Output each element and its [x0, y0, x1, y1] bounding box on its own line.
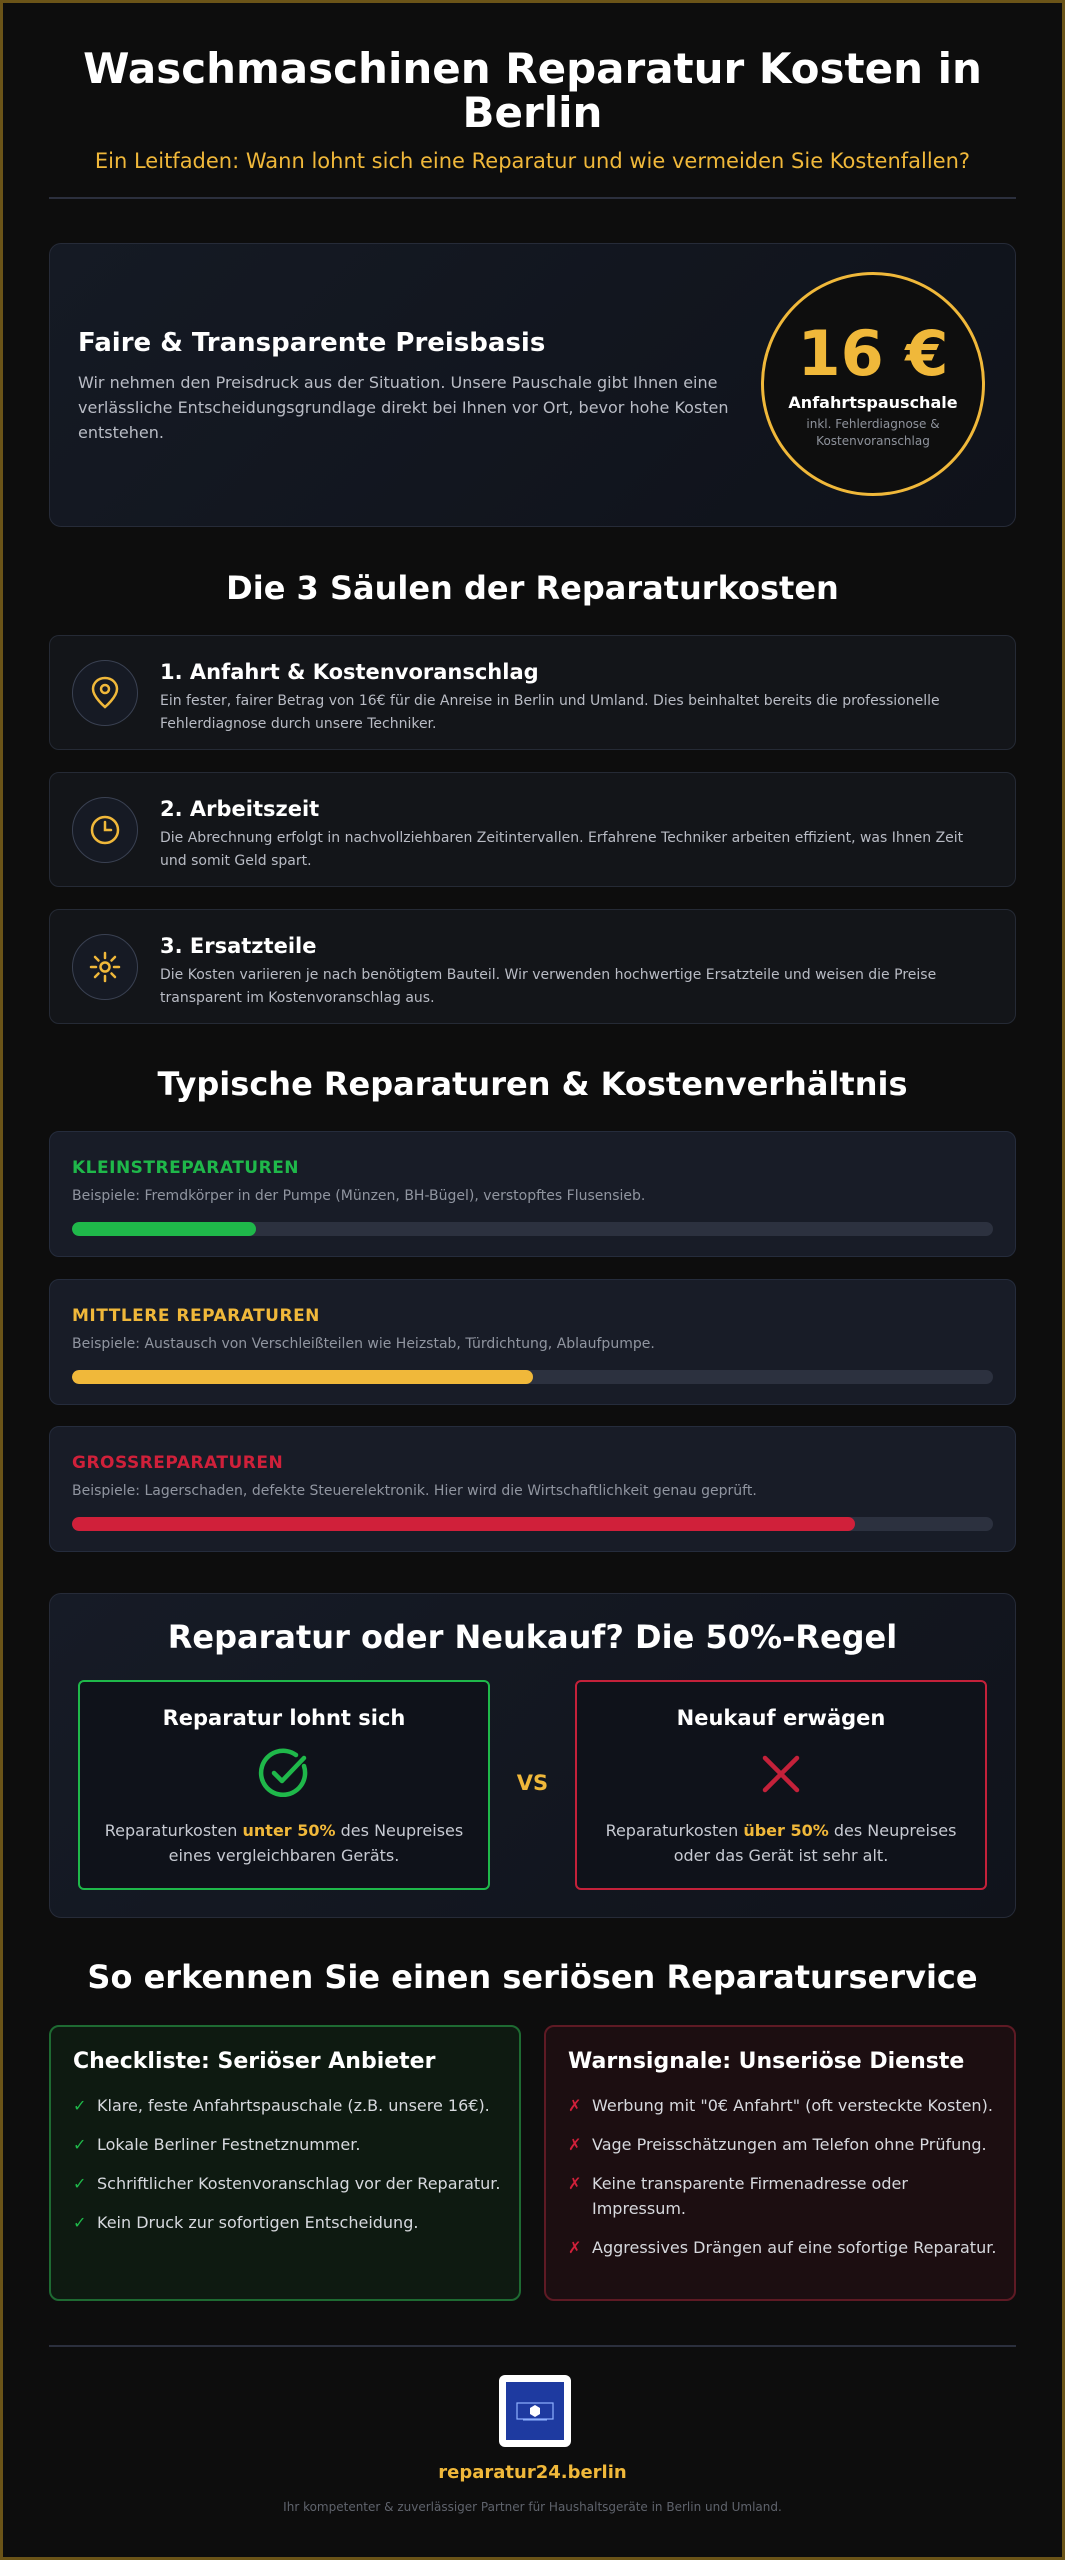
check-icon: ✓: [73, 2174, 87, 2193]
repair-category-card: [49, 1131, 1016, 1257]
price-basis-description: Wir nehmen den Preisdruck aus der Situation. Unsere Pauschale gibt Ihnen eine verlässliche Entscheidungsgrundlage direkt bei Ihnen vor Ort, bevor hohe Kosten entstehen.: [78, 373, 729, 442]
list-item: ✓ Klare, feste Anfahrtspauschale (z.B. unsere 16€).: [73, 2093, 505, 2118]
cost-bar-fill: [72, 1222, 256, 1236]
list-item: ✗ Vage Preisschätzungen am Telefon ohne Prüfung.: [568, 2132, 1000, 2157]
pillars-section-title: Die 3 Säulen der Reparaturkosten: [226, 569, 839, 607]
consider-replacement-box: [575, 1680, 987, 1890]
repair-category-description: Beispiele: Austausch von Verschleißteilen wie Heizstab, Türdichtung, Ablaufpumpe.: [72, 1336, 655, 1352]
list-item: ✗ Werbung mit "0€ Anfahrt" (oft versteckte Kosten).: [568, 2093, 1000, 2118]
pillar-card: [49, 909, 1016, 1024]
price-basis-title: Faire & Transparente Preisbasis: [78, 328, 546, 358]
list-item: ✗ Aggressives Drängen auf eine sofortige Reparatur.: [568, 2235, 1000, 2260]
pillar-description: Ein fester, fairer Betrag von 16€ für die Anreise in Berlin und Umland. Dies beinhaltet bereits die professionelle Fehlerdiagnose durch unsere Techniker.: [160, 693, 940, 732]
list-item: ✓ Schriftlicher Kostenvoranschlag vor der Reparatur.: [73, 2171, 505, 2196]
cost-bar-fill: [72, 1370, 533, 1384]
checklist-title: Checkliste: Seriöser Anbieter: [73, 2049, 436, 2074]
price-badge: [761, 272, 985, 496]
repair-category-card: [49, 1279, 1016, 1405]
pillar-title: 2. Arbeitszeit: [160, 797, 320, 821]
footer-divider: [49, 2345, 1016, 2347]
location-pin-icon: [72, 660, 138, 726]
repair-category-description: Beispiele: Lagerschaden, defekte Steuerelektronik. Hier wird die Wirtschaftlichkeit genau geprüft.: [72, 1483, 757, 1499]
repairs-section-title: Typische Reparaturen & Kostenverhältnis: [157, 1065, 908, 1103]
repair-category-description: Beispiele: Fremdkörper in der Pumpe (Münzen, BH-Bügel), verstopftes Flusensieb.: [72, 1188, 646, 1204]
footer-note: Ihr kompetenter & zuverlässiger Partner für Haushaltsgeräte in Berlin und Umland.: [283, 2500, 782, 2514]
repair-category-label: MITTLERE REPARATUREN: [72, 1306, 320, 1326]
consider-replacement-text: Reparaturkosten über 50% des Neupreises oder das Gerät ist sehr alt.: [605, 1821, 957, 1865]
pillar-title: 1. Anfahrt & Kostenvoranschlag: [160, 660, 539, 684]
page-header: [49, 44, 1016, 173]
cost-bar-fill: [72, 1517, 855, 1531]
warning-list: [568, 2093, 1000, 2274]
price-basis-card: [49, 243, 1016, 527]
check-icon: ✓: [73, 2135, 87, 2154]
cross-icon: ✗: [568, 2174, 582, 2193]
checklist: [73, 2093, 505, 2249]
cost-bar-track: [72, 1517, 993, 1531]
cross-icon: ✗: [568, 2096, 582, 2115]
header-divider: [49, 197, 1016, 199]
cost-bar-track: [72, 1370, 993, 1384]
washing-machine-logo-icon: [506, 2382, 564, 2440]
cross-icon: ✗: [568, 2135, 582, 2154]
price-label: Anfahrtspauschale: [788, 393, 958, 412]
pillar-card: [49, 772, 1016, 887]
list-item: ✗ Keine transparente Firmenadresse oder Impressum.: [568, 2171, 1000, 2221]
repair-category-label: GROSSREPARATUREN: [72, 1453, 284, 1473]
pillar-description: Die Abrechnung erfolgt in nachvollziehbaren Zeitintervallen. Erfahrene Techniker arbeiten effizient, was Ihnen Zeit und somit Geld spart.: [160, 830, 964, 869]
clock-icon: [72, 797, 138, 863]
warning-title: Warnsignale: Unseriöse Dienste: [568, 2049, 965, 2074]
versus-label: VS: [516, 1771, 549, 1795]
company-logo[interactable]: [499, 2375, 571, 2447]
rule-title: Reparatur oder Neukauf? Die 50%-Regel: [167, 1618, 898, 1656]
page-title: Waschmaschinen Reparatur Kosten in Berlin: [83, 44, 982, 137]
fifty-percent-rule-card: [49, 1593, 1016, 1918]
list-item: ✓ Kein Druck zur sofortigen Entscheidung.: [73, 2210, 505, 2235]
check-icon: ✓: [73, 2096, 87, 2115]
repair-category-label: KLEINSTREPARATUREN: [72, 1158, 300, 1178]
cost-bar-track: [72, 1222, 993, 1236]
repair-worth-title: Reparatur lohnt sich: [162, 1706, 406, 1730]
repair-category-card: [49, 1426, 1016, 1552]
page-subtitle: Ein Leitfaden: Wann lohnt sich eine Reparatur und wie vermeiden Sie Kostenfallen?: [94, 149, 971, 173]
footer-brand[interactable]: reparatur24.berlin: [438, 2462, 627, 2483]
pillar-description: Die Kosten variieren je nach benötigtem Bauteil. Wir verwenden hochwertige Ersatzteile und weisen die Preise transparent im Kostenvoranschlag aus.: [160, 967, 937, 1006]
pillar-card: [49, 635, 1016, 750]
list-item: ✓ Lokale Berliner Festnetznummer.: [73, 2132, 505, 2157]
consider-replacement-title: Neukauf erwägen: [676, 1706, 886, 1730]
price-value: 16 €: [797, 317, 949, 390]
cross-icon: ✗: [568, 2238, 582, 2257]
service-section-title: So erkennen Sie einen seriösen Reparaturservice: [87, 1958, 978, 1996]
serious-provider-checklist: [49, 2025, 521, 2301]
gear-icon: [72, 934, 138, 1000]
cross-icon: [753, 1746, 809, 1802]
warning-signals-list: [544, 2025, 1016, 2301]
check-icon: ✓: [73, 2213, 87, 2232]
repair-worth-text: Reparaturkosten unter 50% des Neupreises eines vergleichbaren Geräts.: [104, 1821, 464, 1865]
price-note: inkl. Fehlerdiagnose & Kostenvoranschlag: [806, 417, 940, 448]
pillar-title: 3. Ersatzteile: [160, 934, 317, 958]
